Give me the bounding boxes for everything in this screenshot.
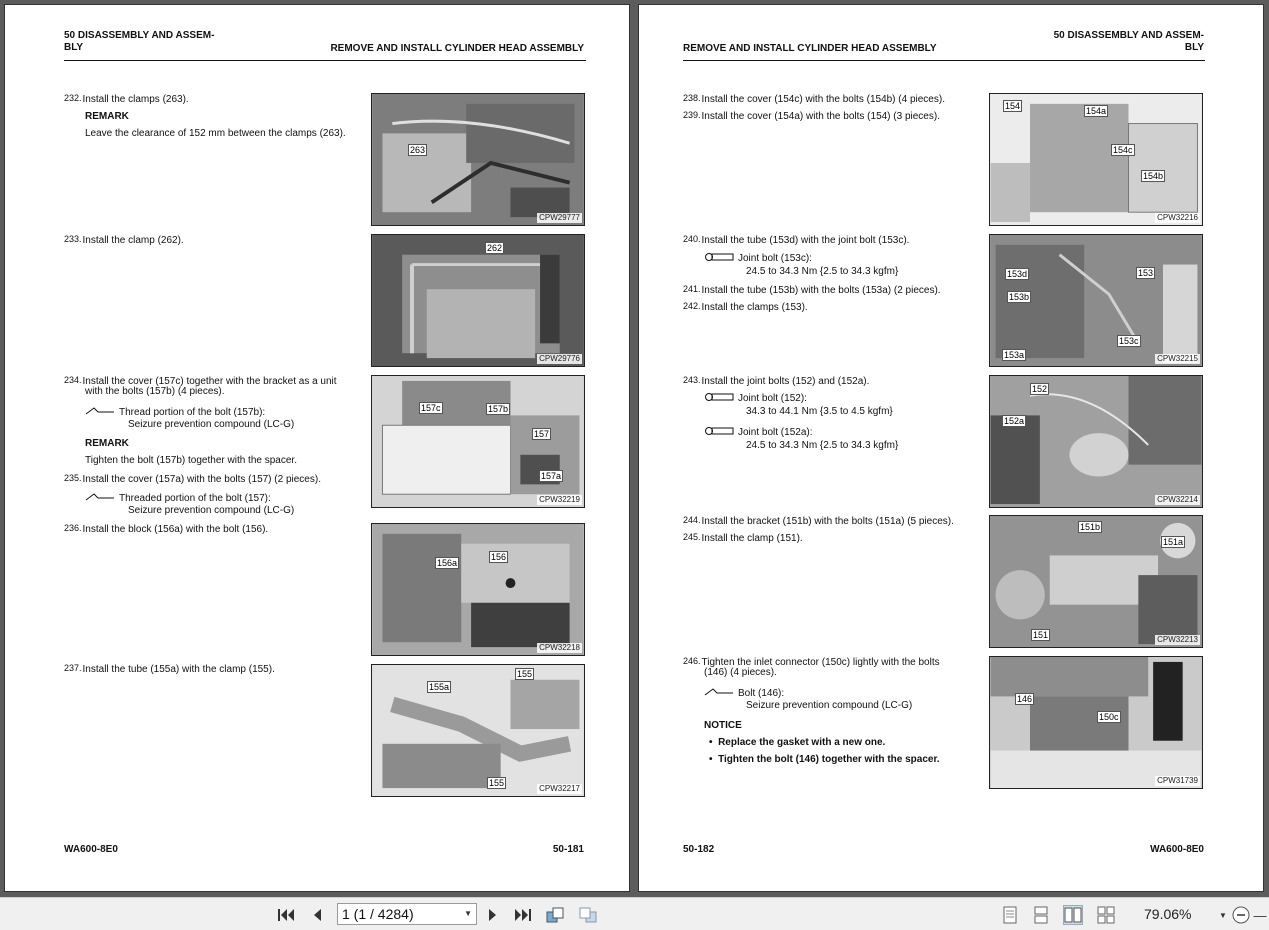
step-234: 234.Install the cover (157c) together with the bracket as a unit (64, 375, 337, 387)
callout-label: 157b (488, 404, 509, 414)
torque-value: 24.5 to 34.3 Nm {2.5 to 34.3 kgfm} (746, 266, 899, 277)
sealant-icon (85, 492, 115, 502)
header-section-line1: 50 DISASSEMBLY AND ASSEM- (1053, 30, 1204, 41)
engine-illustration (990, 376, 1202, 507)
step-243: 243.Install the joint bolts (152) and (152a). (683, 375, 870, 387)
step-242: 242.Install the clamps (153). (683, 301, 808, 313)
notice-item: • Tighten the bolt (146) together with the spacer. (709, 754, 940, 765)
figure-code: CPW32218 (539, 643, 580, 652)
engine-illustration (372, 94, 584, 225)
sealant-compound: Seizure prevention compound (LC-G) (746, 700, 913, 711)
page-header-section (1054, 30, 1204, 54)
callout-label: 155a (429, 682, 450, 692)
figure-cover-154c (989, 93, 1203, 226)
two-page-view-icon[interactable] (1063, 905, 1083, 925)
header-section-line1: 50 DISASSEMBLY AND ASSEM- (64, 30, 215, 41)
zoom-out-icon[interactable] (1231, 905, 1251, 925)
figure-cover-157c (371, 375, 585, 508)
header-rule (64, 60, 586, 61)
step-245: 245.Install the clamp (151). (683, 532, 803, 544)
figure-tube-155a (371, 664, 585, 797)
torque-value: 24.5 to 34.3 Nm {2.5 to 34.3 kgfm} (746, 440, 899, 451)
callout-label: 154a (1086, 106, 1107, 116)
remark-text: Leave the clearance of 152 mm between the clamps (263). (85, 128, 346, 139)
viewer-toolbar (0, 897, 1269, 930)
callout-label: 151 (1033, 630, 1049, 640)
callout-label: 156 (491, 552, 507, 562)
remark-label: REMARK (85, 111, 129, 122)
page-header-title: REMOVE AND INSTALL CYLINDER HEAD ASSEMBLY (683, 43, 937, 54)
callout-label: 153b (1009, 292, 1030, 302)
footer-page-number: 50-182 (683, 844, 715, 855)
figure-joint-bolts-152 (989, 375, 1203, 508)
torque-wrench-icon (704, 426, 734, 436)
sealant-icon (85, 406, 115, 416)
page-50-182 (638, 4, 1264, 892)
callout-label: 154 (1005, 101, 1021, 111)
notice-label: NOTICE (704, 720, 742, 731)
chevron-down-icon: ▼ (464, 909, 472, 918)
remark-label: REMARK (85, 438, 129, 449)
engine-illustration (372, 376, 584, 507)
figure-tube-153d (989, 234, 1203, 367)
callout-label: 154c (1113, 145, 1133, 155)
sealant-note: Bolt (146): (704, 687, 784, 700)
figure-code: CPW32213 (1157, 635, 1198, 644)
zoom-slider-track[interactable]: — (1253, 907, 1267, 923)
page-selector[interactable] (337, 903, 477, 925)
go-forward-view-icon[interactable] (578, 905, 598, 925)
callout-label: 153 (1138, 268, 1154, 278)
previous-page-icon[interactable] (307, 905, 327, 925)
page-header-section (64, 30, 214, 54)
single-page-view-icon[interactable] (1000, 905, 1020, 925)
torque-wrench-icon (704, 252, 734, 262)
page-header-title: REMOVE AND INSTALL CYLINDER HEAD ASSEMBLY (330, 43, 584, 54)
header-section-line2: BLY (1184, 42, 1204, 53)
callout-label: 152a (1004, 416, 1025, 426)
figure-code: CPW32216 (1157, 213, 1198, 222)
zoom-dropdown-icon[interactable]: ▼ (1219, 910, 1227, 920)
go-back-view-icon[interactable] (545, 905, 565, 925)
footer-page-number: 50-181 (552, 844, 584, 855)
callout-label: 262 (487, 243, 503, 253)
callout-label: 157c (421, 403, 441, 413)
step-246-cont: (146) (4 pieces). (704, 667, 777, 678)
sealant-compound: Seizure prevention compound (LC-G) (128, 419, 295, 430)
sealant-note: Thread portion of the bolt (157b): (85, 406, 265, 419)
callout-label: 151b (1080, 522, 1101, 532)
callout-label: 150c (1099, 712, 1119, 722)
page-selector-value: 1 (1 / 4284) (342, 906, 414, 922)
step-237: 237.Install the tube (155a) with the clamp (155). (64, 663, 275, 675)
zoom-level[interactable]: 79.06% (1144, 906, 1192, 922)
sealant-icon (704, 687, 734, 697)
header-rule (683, 60, 1205, 61)
engine-illustration (372, 524, 584, 655)
figure-code: CPW29777 (539, 213, 580, 222)
callout-label: 153c (1119, 336, 1139, 346)
step-238: 238.Install the cover (154c) with the bolts (154b) (4 pieces). (683, 93, 945, 105)
page-50-181 (4, 4, 630, 892)
callout-label: 263 (410, 145, 426, 155)
figure-block-156a (371, 523, 585, 656)
callout-label: 151a (1163, 537, 1184, 547)
footer-model: WA600-8E0 (1150, 844, 1204, 855)
torque-value: 34.3 to 44.1 Nm {3.5 to 4.5 kgfm} (746, 406, 893, 417)
figure-code: CPW29776 (539, 354, 580, 363)
callout-label: 155 (489, 778, 505, 788)
step-239: 239.Install the cover (154a) with the bolts (154) (3 pieces). (683, 110, 940, 122)
continuous-view-icon[interactable] (1031, 905, 1051, 925)
callout-label: 155 (517, 669, 533, 679)
callout-label: 153d (1007, 269, 1028, 279)
figure-code: CPW32217 (539, 784, 580, 793)
two-page-continuous-view-icon[interactable] (1096, 905, 1116, 925)
callout-label: 152 (1032, 384, 1048, 394)
figure-code: CPW32219 (539, 495, 580, 504)
last-page-icon[interactable] (513, 905, 533, 925)
next-page-icon[interactable] (483, 905, 503, 925)
figure-clamps-263 (371, 93, 585, 226)
figure-bracket-151b (989, 515, 1203, 648)
callout-label: 157 (534, 429, 550, 439)
step-236: 236.Install the block (156a) with the bolt (156). (64, 523, 269, 535)
callout-label: 153a (1004, 350, 1025, 360)
sealant-note: Threaded portion of the bolt (157): (85, 492, 271, 505)
step-233: 233.Install the clamp (262). (64, 234, 184, 246)
step-246: 246.Tighten the inlet connector (150c) lightly with the bolts (683, 656, 940, 668)
figure-code: CPW32214 (1157, 495, 1198, 504)
step-235: 235.Install the cover (157a) with the bolts (157) (2 pieces). (64, 473, 321, 485)
footer-model: WA600-8E0 (64, 844, 118, 855)
callout-label: 154b (1143, 171, 1164, 181)
figure-code: CPW31739 (1157, 776, 1198, 785)
torque-note: Joint bolt (153c): (704, 252, 812, 265)
step-240: 240.Install the tube (153d) with the joint bolt (153c). (683, 234, 910, 246)
notice-item: • Replace the gasket with a new one. (709, 737, 886, 748)
step-234-cont: with the bolts (157b) (4 pieces). (85, 386, 225, 397)
engine-illustration (990, 657, 1202, 788)
callout-label: 156a (437, 558, 458, 568)
figure-clamp-262 (371, 234, 585, 367)
figure-code: CPW32215 (1157, 354, 1198, 363)
remark-text: Tighten the bolt (157b) together with the spacer. (85, 455, 297, 466)
torque-note: Joint bolt (152): (704, 392, 807, 405)
sealant-compound: Seizure prevention compound (LC-G) (128, 505, 295, 516)
engine-illustration (372, 235, 584, 366)
step-232: 232.Install the clamps (263). (64, 93, 189, 105)
figure-inlet-connector-150c (989, 656, 1203, 789)
torque-wrench-icon (704, 392, 734, 402)
callout-label: 146 (1017, 694, 1033, 704)
engine-illustration (372, 665, 584, 796)
torque-note: Joint bolt (152a): (704, 426, 813, 439)
callout-label: 157a (541, 471, 562, 481)
first-page-icon[interactable] (276, 905, 296, 925)
step-244: 244.Install the bracket (151b) with the bolts (151a) (5 pieces). (683, 515, 954, 527)
step-241: 241.Install the tube (153b) with the bolts (153a) (2 pieces). (683, 284, 941, 296)
header-section-line2: BLY (64, 42, 84, 53)
